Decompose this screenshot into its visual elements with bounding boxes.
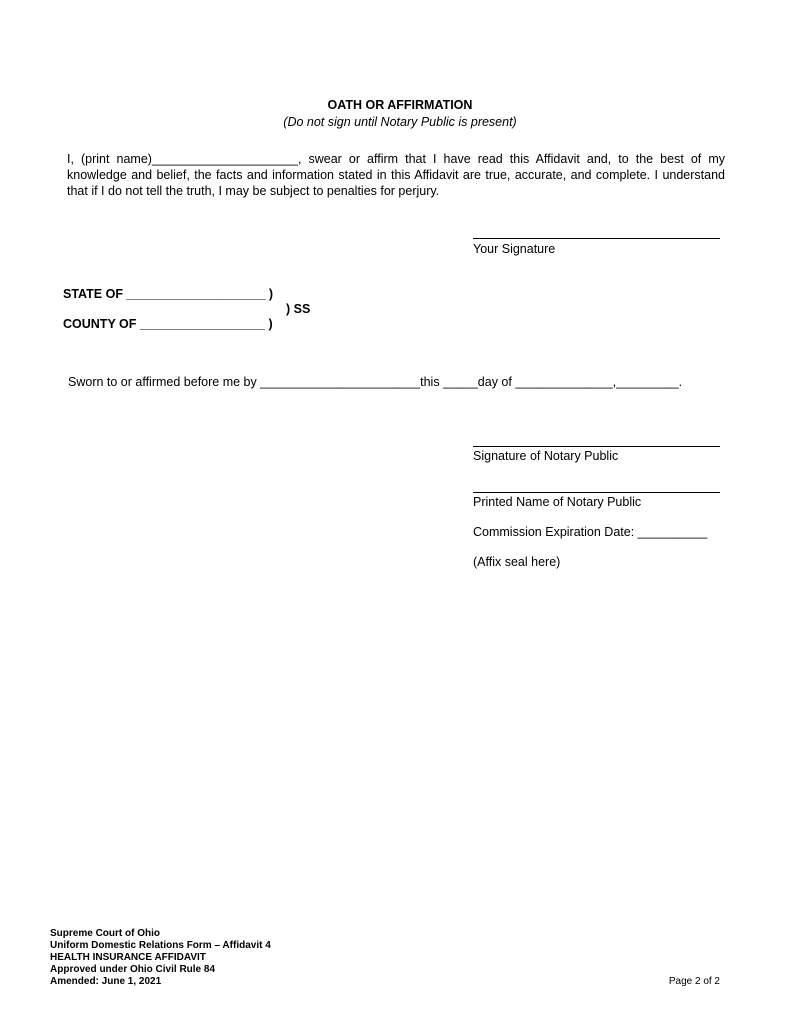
commission-expiration-field[interactable]: Commission Expiration Date: __________ — [473, 525, 708, 539]
jurat-statement[interactable]: Sworn to or affirmed before me by _______________________this _____day of ______________,_________. — [68, 375, 683, 389]
ss-label: ) SS — [286, 302, 311, 316]
footer-form-title: HEALTH INSURANCE AFFIDAVIT — [50, 952, 206, 963]
footer-court: Supreme Court of Ohio — [50, 928, 160, 939]
page-number: Page 2 of 2 — [668, 976, 720, 987]
state-of-field[interactable]: STATE OF ____________________ ) — [63, 287, 274, 301]
page-title: OATH OR AFFIRMATION — [327, 98, 473, 112]
affix-seal-label: (Affix seal here) — [473, 555, 561, 569]
oath-line-1: I, (print name)_____________________, swear or affirm that I have read this Affidavit and, to the best of my — [67, 152, 725, 166]
notary-signature-label: Signature of Notary Public — [473, 449, 619, 463]
footer-form: Uniform Domestic Relations Form – Affidavit 4 — [50, 940, 271, 951]
notary-printed-name-line[interactable] — [473, 492, 720, 493]
your-signature-label: Your Signature — [473, 242, 556, 256]
oath-line-2: knowledge and belief, the facts and information stated in this Affidavit are true, accurate, and complete. I understand — [67, 168, 725, 182]
oath-paragraph — [67, 151, 725, 199]
county-of-field[interactable]: COUNTY OF __________________ ) — [63, 317, 273, 331]
page-subtitle: (Do not sign until Notary Public is present) — [283, 115, 517, 129]
footer-approval: Approved under Ohio Civil Rule 84 — [50, 964, 216, 975]
notary-printed-name-label: Printed Name of Notary Public — [473, 495, 642, 509]
your-signature-line[interactable] — [473, 238, 720, 239]
notary-signature-line[interactable] — [473, 446, 720, 447]
footer-amended: Amended: June 1, 2021 — [50, 976, 162, 987]
oath-line-3: that if I do not tell the truth, I may be subject to penalties for perjury. — [67, 184, 440, 198]
